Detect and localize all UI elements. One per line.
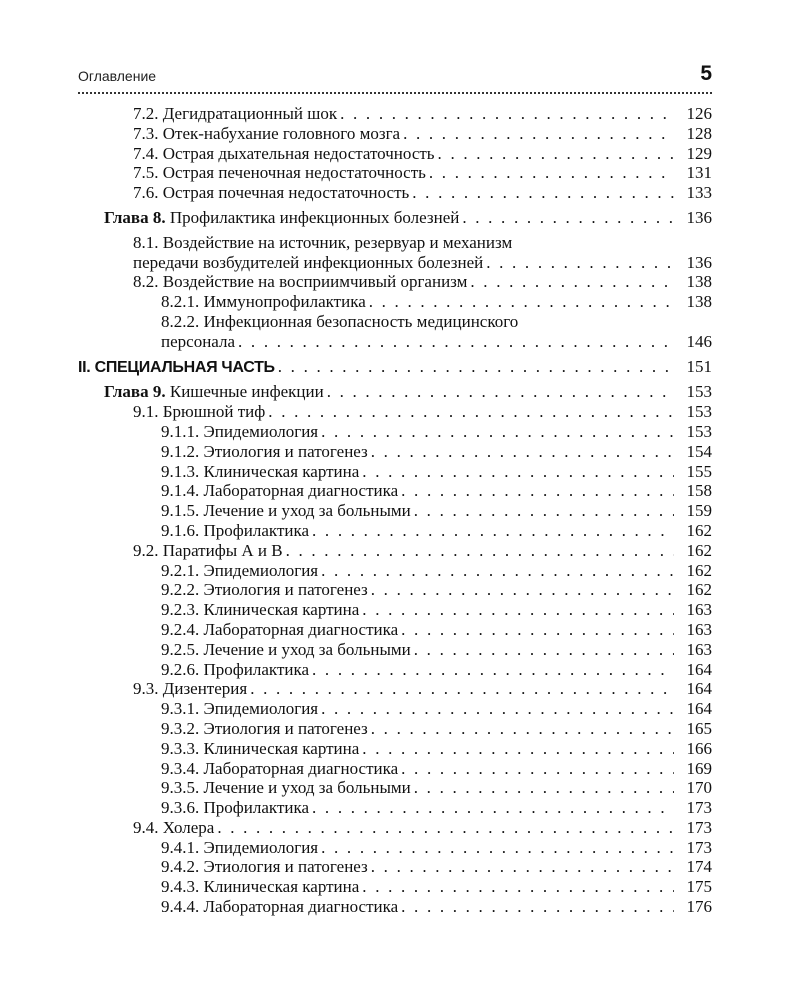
toc-entry-text: 9.2.2. Этиология и патогенез — [161, 580, 368, 600]
toc-page-number: 153 — [686, 402, 712, 422]
toc-entry-text: 9.3.4. Лабораторная диагностика — [161, 758, 399, 778]
dot-leader — [371, 857, 674, 877]
toc-page-number: 163 — [686, 619, 712, 639]
toc-page-number: 138 — [686, 292, 712, 312]
toc-page-number: 154 — [686, 441, 712, 461]
toc-entry-text: 9.4. Холера — [133, 817, 215, 837]
toc-entry-title — [161, 521, 309, 541]
toc-entry-title-line: 8.2.2. Инфекционная безопасность медицинского — [161, 311, 519, 331]
dot-leader — [250, 679, 674, 699]
toc-page-number: 162 — [686, 580, 712, 600]
toc-entry-text: 9.2.1. Эпидемиология — [161, 560, 319, 580]
toc-page-number: 173 — [686, 798, 712, 818]
dot-leader — [401, 481, 674, 501]
toc-entry[interactable] — [78, 660, 712, 680]
toc-entry-title — [161, 620, 398, 640]
toc-entry-text: 9.1.5. Лечение и уход за больными — [161, 501, 411, 521]
toc-entry-text: 9.3.3. Клиническая картина — [161, 738, 360, 758]
toc-entry-title — [161, 561, 318, 581]
dot-leader — [414, 501, 674, 521]
toc-entry[interactable] — [78, 838, 712, 858]
toc-page-number: 173 — [686, 817, 712, 837]
dot-leader — [414, 778, 674, 798]
toc-entry-text: персонала — [161, 331, 236, 351]
toc-page-number: 158 — [686, 481, 712, 501]
dot-leader — [321, 699, 674, 719]
toc-entry-title — [161, 778, 411, 798]
toc-page-number: 153 — [686, 382, 712, 402]
toc-page-number: 162 — [686, 520, 712, 540]
toc-page-number: 164 — [686, 659, 712, 679]
toc-entry-text: 9.2. Паратифы А и В — [133, 540, 283, 560]
dot-leader — [312, 798, 674, 818]
dot-leader — [401, 897, 674, 917]
toc-entry[interactable] — [78, 481, 712, 501]
toc-entry-text: 9.3.5. Лечение и уход за больными — [161, 778, 411, 798]
toc-page-number: 153 — [686, 421, 712, 441]
toc-entry-text: 9.1.1. Эпидемиология — [161, 421, 319, 441]
toc-entry-title-line: 8.1. Воздействие на источник, резервуар и механизм — [133, 232, 513, 252]
toc-entry-title — [133, 272, 467, 292]
dot-leader — [438, 144, 674, 164]
toc-entry-title — [133, 104, 337, 124]
dot-leader — [429, 163, 674, 183]
toc-page-number: 126 — [686, 104, 712, 123]
toc-entry[interactable] — [78, 561, 712, 581]
toc-entry-text: 9.1. Брюшной тиф — [133, 402, 266, 422]
dot-leader — [414, 640, 674, 660]
page-header — [78, 62, 712, 94]
toc-page-number: 163 — [686, 639, 712, 659]
toc-page-number: 162 — [686, 540, 712, 560]
dot-leader — [401, 620, 674, 640]
toc-entry-text: 7.2. Дегидратационный шок — [133, 104, 338, 123]
toc-page-number: 173 — [686, 837, 712, 857]
toc-page-number: 128 — [686, 123, 712, 143]
toc-entry-text: 9.1.6. Профилактика — [161, 520, 310, 540]
toc-page-number: 164 — [686, 679, 712, 699]
toc-entry-title — [133, 818, 214, 838]
toc-entry[interactable] — [78, 897, 712, 917]
toc-entry-text: передачи возбудителей инфекционных болезней — [133, 252, 484, 272]
toc-entry-text: 7.6. Острая почечная недостаточность — [133, 183, 410, 203]
toc-entry-title — [161, 798, 309, 818]
toc-entry-text: 8.2. Воздействие на восприимчивый организм — [133, 272, 468, 292]
toc-entry-title — [104, 208, 459, 228]
toc-page-number: 136 — [686, 252, 712, 272]
toc-page-number: 151 — [686, 356, 712, 376]
toc-page-number: 129 — [686, 143, 712, 163]
toc-entry-title — [161, 422, 318, 442]
dot-leader — [486, 253, 674, 273]
toc-entry[interactable] — [78, 640, 712, 660]
chapter-label: Глава 9. — [104, 382, 166, 402]
toc-entry[interactable] — [78, 422, 712, 442]
toc-entry-text: 7.3. Отек-набухание головного мозга — [133, 123, 401, 143]
toc-entry-title — [161, 660, 309, 680]
toc-entry-text: 9.1.4. Лабораторная диагностика — [161, 481, 399, 501]
toc-entry-text: 9.4.1. Эпидемиология — [161, 837, 319, 857]
toc-entry-title — [161, 739, 359, 759]
toc-entry-title — [161, 332, 235, 352]
toc-entry[interactable] — [78, 699, 712, 719]
toc-entry-title — [161, 897, 398, 917]
toc-page-number: 163 — [686, 600, 712, 620]
toc-entry-text: 9.1.2. Этиология и патогенез — [161, 441, 368, 461]
toc-page-number: 131 — [686, 163, 712, 183]
toc-page-number: 138 — [686, 272, 712, 292]
toc-entry-text: 9.3.1. Эпидемиология — [161, 699, 319, 719]
dot-leader — [278, 357, 674, 377]
toc-entry-title — [161, 838, 318, 858]
dot-leader — [321, 422, 674, 442]
toc-page-number: 170 — [686, 778, 712, 798]
dot-leader — [371, 719, 674, 739]
toc-entry[interactable] — [78, 462, 712, 482]
toc-entry-title — [161, 759, 398, 779]
toc-entry-title — [161, 640, 411, 660]
dot-leader — [462, 208, 674, 228]
toc-entry[interactable] — [78, 501, 712, 521]
toc-entry[interactable] — [78, 818, 712, 838]
toc-entry-title — [133, 183, 409, 203]
part-title — [78, 358, 275, 378]
toc-entry-title — [161, 462, 359, 482]
toc-entry[interactable] — [78, 600, 712, 620]
toc-entry-text: Профилактика инфекционных болезней — [169, 207, 460, 227]
toc-entry-title — [133, 144, 435, 164]
toc-page-number: 146 — [686, 331, 712, 351]
page-number: 5 — [700, 62, 712, 85]
toc-entry-text: 8.2.1. Иммунопрофилактика — [161, 292, 366, 312]
toc-page-number: 164 — [686, 699, 712, 719]
toc-entry-text: 9.4.4. Лабораторная диагностика — [161, 897, 399, 917]
toc-entry[interactable] — [78, 541, 712, 561]
toc-entry-title — [133, 541, 283, 561]
toc-page-number: 159 — [686, 501, 712, 521]
toc-page-number: 162 — [686, 560, 712, 580]
running-header-title: Оглавление — [78, 68, 157, 84]
toc-entry-text: 9.4.2. Этиология и патогенез — [161, 857, 368, 877]
chapter-label: Глава 8. — [104, 207, 166, 227]
dot-leader — [340, 104, 674, 124]
toc-entry-title — [161, 580, 368, 600]
toc-entry[interactable] — [78, 877, 712, 897]
toc-entry[interactable] — [78, 620, 712, 640]
dot-leader — [327, 382, 674, 402]
dot-leader — [362, 739, 674, 759]
toc-entry[interactable] — [78, 312, 712, 352]
toc-entry[interactable] — [78, 124, 712, 144]
toc-entry-title — [161, 699, 318, 719]
toc-entry[interactable] — [78, 208, 712, 228]
toc-entry[interactable] — [78, 104, 712, 124]
toc-entry-text: 9.3. Дизентерия — [133, 679, 248, 699]
dot-leader — [321, 838, 674, 858]
toc-entry-title — [133, 402, 265, 422]
toc-entry[interactable] — [78, 442, 712, 462]
dot-leader — [312, 521, 674, 541]
toc-page-number: 166 — [686, 738, 712, 758]
table-of-contents — [78, 104, 712, 917]
toc-entry[interactable] — [78, 292, 712, 312]
dot-leader — [217, 818, 674, 838]
toc-entry-text: 7.5. Острая печеночная недостаточность — [133, 163, 426, 183]
toc-entry[interactable] — [78, 719, 712, 739]
toc-entry-title — [161, 292, 366, 312]
toc-entry[interactable] — [78, 144, 712, 164]
toc-entry-text: 7.4. Острая дыхательная недостаточность — [133, 143, 435, 163]
dot-leader — [371, 442, 674, 462]
toc-page-number: 174 — [686, 857, 712, 877]
toc-entry-title — [161, 481, 398, 501]
toc-entry-text: 9.3.6. Профилактика — [161, 798, 310, 818]
toc-entry-title — [161, 877, 359, 897]
toc-entry-title — [133, 679, 247, 699]
toc-entry[interactable] — [78, 778, 712, 798]
dot-leader — [470, 272, 674, 292]
toc-entry-title — [161, 719, 368, 739]
toc-entry-title — [133, 253, 483, 273]
dot-leader — [268, 402, 674, 422]
toc-entry[interactable] — [78, 402, 712, 422]
toc-entry[interactable] — [78, 521, 712, 541]
toc-entry-text: 9.1.3. Клиническая картина — [161, 461, 360, 481]
toc-entry-title — [104, 382, 324, 402]
toc-entry-title — [161, 501, 411, 521]
toc-page-number: 175 — [686, 877, 712, 897]
toc-entry[interactable] — [78, 798, 712, 818]
toc-entry-text: 9.2.5. Лечение и уход за больными — [161, 639, 411, 659]
toc-page-number: 169 — [686, 758, 712, 778]
toc-page-number: 176 — [686, 897, 712, 917]
toc-entry[interactable] — [78, 580, 712, 600]
toc-entry[interactable] — [78, 679, 712, 699]
toc-page-number: 136 — [686, 207, 712, 227]
toc-entry[interactable] — [78, 739, 712, 759]
dot-leader — [403, 124, 674, 144]
toc-entry-title — [161, 600, 359, 620]
toc-entry[interactable] — [78, 233, 712, 273]
toc-entry[interactable] — [78, 272, 712, 292]
dot-leader — [371, 580, 674, 600]
dot-leader — [401, 759, 674, 779]
dot-leader — [362, 877, 674, 897]
toc-entry[interactable] — [78, 857, 712, 877]
toc-entry[interactable] — [78, 163, 712, 183]
toc-entry-title — [133, 124, 400, 144]
toc-entry[interactable] — [78, 759, 712, 779]
dot-leader — [312, 660, 674, 680]
toc-entry-text: 9.3.2. Этиология и патогенез — [161, 718, 368, 738]
toc-entry-title — [133, 163, 426, 183]
toc-entry-text: Кишечные инфекции — [169, 382, 324, 402]
toc-entry-text: 9.2.6. Профилактика — [161, 659, 310, 679]
toc-entry-title — [161, 857, 368, 877]
toc-entry-text: 9.4.3. Клиническая картина — [161, 877, 360, 897]
toc-entry-text: II. СПЕЦИАЛЬНАЯ ЧАСТЬ — [78, 358, 275, 376]
toc-entry-text: 9.2.3. Клиническая картина — [161, 600, 360, 620]
toc-entry-text: 9.2.4. Лабораторная диагностика — [161, 619, 399, 639]
toc-entry[interactable] — [78, 357, 712, 378]
dot-leader — [238, 332, 674, 352]
toc-page-number: 165 — [686, 718, 712, 738]
toc-page-number: 155 — [686, 461, 712, 481]
dot-leader — [369, 292, 674, 312]
dot-leader — [412, 183, 674, 203]
toc-entry[interactable] — [78, 183, 712, 203]
dot-leader — [362, 600, 674, 620]
dot-leader — [286, 541, 674, 561]
toc-entry-title — [161, 442, 368, 462]
toc-page-number: 133 — [686, 183, 712, 203]
dot-leader — [321, 561, 674, 581]
dot-leader — [362, 462, 674, 482]
toc-entry[interactable] — [78, 382, 712, 402]
